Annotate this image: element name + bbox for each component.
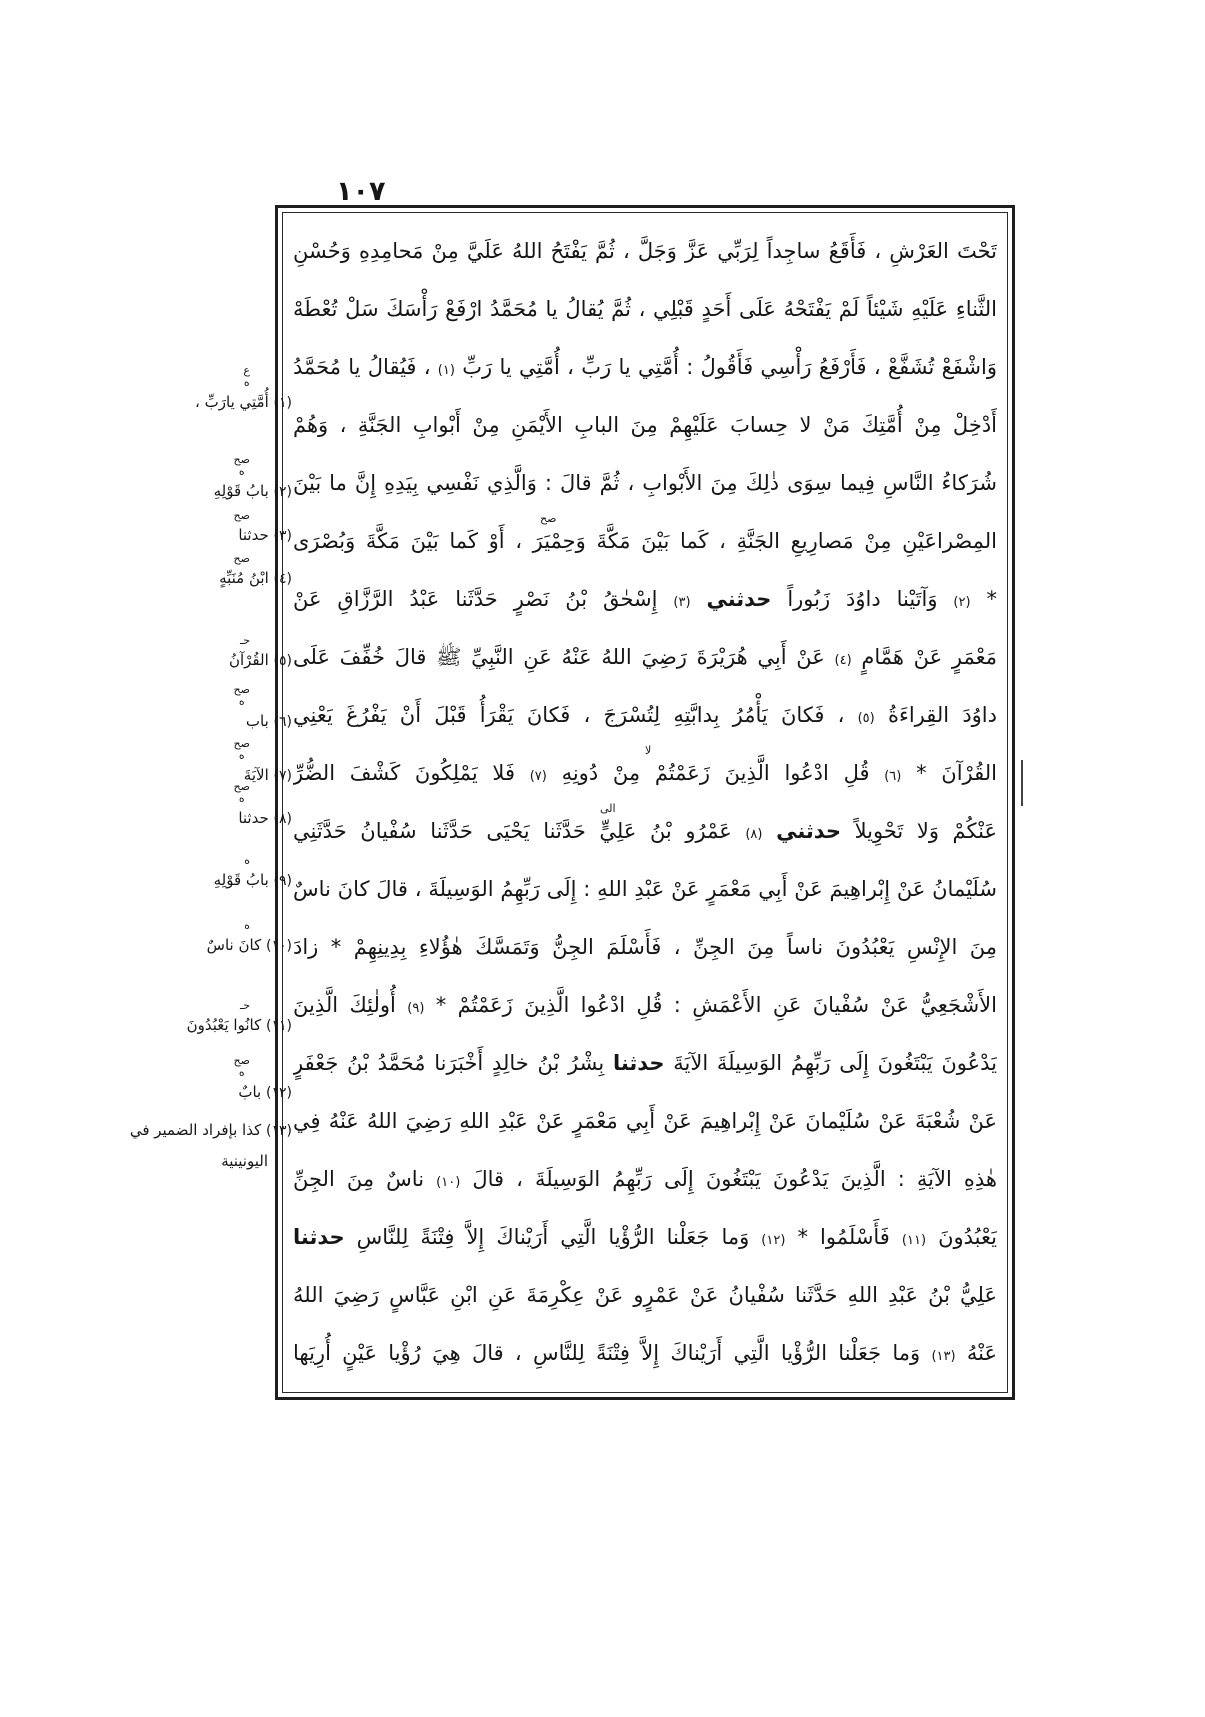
note-number: (٧) [273,768,292,784]
collation-mark-glyph: صح [233,780,250,793]
note-number: (١٠) [266,938,292,954]
footnote-ref: (٩) [407,1001,425,1016]
collation-mark-glyph: صح [233,737,250,750]
footnote-ref: (١) [437,363,455,378]
hadith-chain-opening: حدثني [776,819,842,843]
line-text: مَعْمَرٍ عَنْ هَمَّامٍ [851,645,997,669]
line-text: عَنْ أَبِي هُرَيْرَةَ رَضِيَ اللهُ عَنْهُ عَنِ النَّبِيِّ ﷺ قالَ خُفِّفَ عَلَى [293,645,835,669]
line-text: القُرْآنَ * [901,761,997,785]
collation-mark-glyph: ه [238,1066,245,1079]
margin-note [96,364,292,413]
line-text: هٰذِهِ الآيَةِ : الَّذِينَ يَدْعُونَ يَبْتَغُونَ إِلَى رَبِّهِمُ الوَسِيلَةَ ، قالَ [460,1167,997,1191]
collation-mark [243,365,250,389]
margin-note [96,1054,292,1103]
note-number: (٩) [273,873,292,889]
collation-mark-glyph: صح [233,453,250,466]
text-line [293,570,997,628]
note-number: (١١) [266,1018,292,1034]
line-text [763,819,777,843]
note-text: كانَ ناسٌ [206,936,262,954]
text-line [293,222,997,280]
text-line [293,976,997,1034]
note-text: بابُ قَوْلِهِ [213,482,269,500]
line-text: مِنَ الإِنْسِ يَعْبُدُونَ ناساً مِنَ الجِنِّ ، فَأَسْلَمَ الجِنُّ وَتَمَسَّكَ هٰؤُلاءِ بِدِينِهِمْ * زادَ [293,935,997,959]
note-text: بابُ قَوْلِهِ [213,871,269,889]
collation-mark [234,684,250,708]
text-line [293,860,997,918]
line-text: وَما جَعَلْنا الرُّؤْيا الَّتِي أَرَيْناكَ إِلاَّ فِتْنَةً لِلنَّاسِ [344,1225,762,1249]
collation-mark [234,553,250,565]
text-line [293,512,997,570]
margin-note [96,854,292,891]
note-number: (٢) [273,484,292,500]
note-text: باب [245,712,269,730]
note-number: (٥) [273,653,292,669]
footnote-ref: (٧) [529,769,547,784]
line-text: عَنْهُ [955,1341,997,1365]
line-text: قُلِ ادْعُوا الَّذِينَ زَعَمْتُمْ مِنْ دُونِهِ [546,761,885,785]
footnote-ref: (١٢) [761,1233,786,1248]
footnote-ref: (٢) [953,595,971,610]
text-line [293,396,997,454]
note-number: (١) [273,395,292,411]
line-text: يَعْبُدُونَ [926,1225,997,1249]
line-text: وَآتَيْنا داوُدَ زَبُوراً [771,587,954,611]
text-line [293,280,997,338]
text-line [293,686,997,744]
note-text-continued: اليونينية [221,1152,268,1170]
hadith-chain-opening: حدثنا [612,1051,665,1075]
line-text: ، فَكانَ يَأْمُرُ بِدابَّتِهِ لِتُسْرَجَ ، فَكانَ يَقْرَأُ قَبْلَ أَنْ يَفْرُغَ يَعْنِي [293,703,858,727]
line-text: داوُدَ القِراءَةُ [874,703,997,727]
page-number: ١٠٧ [336,176,386,207]
text-line [293,338,997,396]
note-number: (١٣) [266,1123,292,1139]
collation-mark [234,738,250,762]
note-number: (١٢) [266,1085,292,1101]
footnote-ref: (٦) [884,769,902,784]
text-line [293,802,997,860]
line-text: عَنْ شُعْبَةَ عَنْ سُلَيْمانَ عَنْ إِبْراهِيمَ عَنْ أَبِي مَعْمَرٍ عَنْ عَبْدِ اللهِ رَضِيَ اللهُ عَنْهُ فِي [293,1109,997,1133]
footnote-ref: (٥) [857,711,875,726]
line-text: عَنْكُمْ وَلا تَحْوِيلاً [841,819,997,843]
note-number: (٦) [273,714,292,730]
line-text: تَحْتَ العَرْشِ ، فَأَقَعُ ساجِداً لِرَبِّي عَزَّ وَجَلَّ ، ثُمَّ يَفْتَحُ اللهُ عَلَيَّ مِنْ مَحامِدِهِ وَحُسْنِ [293,239,997,263]
margin-note [96,552,292,589]
margin-note [96,919,292,956]
line-text: إِسْحٰقُ بْنُ نَصْرٍ حَدَّثَنا عَبْدُ الرَّزَّاقِ عَنْ [293,587,674,611]
margin-note [96,453,292,502]
note-number: (٤) [273,571,292,587]
line-text: عَلِيُّ بْنُ عَبْدِ اللهِ حَدَّثَنا سُفْيانُ عَنْ عَمْرٍو عَنْ عِكْرِمَةَ عَنِ ابْنِ عَبَّاسٍ رَضِيَ اللهُ [293,1283,997,1307]
margin-note [96,999,292,1036]
note-text: ابْنُ مُنَبِّهٍ [219,569,269,587]
margin-tick [1021,760,1023,806]
line-text: عَمْرُو بْنُ عَلِيٍّ حَدَّثَنا يَحْيَى حَدَّثَنا سُفْيانُ حَدَّثَنِي [293,819,746,843]
line-text: يَدْعُونَ يَبْتَغُونَ إِلَى رَبِّهِمُ الوَسِيلَةَ الآيَةَ [664,1051,997,1075]
collation-mark [234,454,250,478]
text-line [293,628,997,686]
collation-mark-glyph: حـ [239,634,250,647]
text-line [293,1266,997,1324]
collation-mark-glyph: ع [243,364,250,377]
line-text: بِشْرُ بْنُ خالِدٍ أَخْبَرَنا مُحَمَّدُ بْنُ جَعْفَرٍ [293,1051,613,1075]
collation-mark-glyph: ه [244,854,250,867]
line-text: أَدْخِلْ مِنْ أُمَّتِكَ مَنْ لا حِسابَ عَلَيْهِمْ مِنَ البابِ الأَيْمَنِ مِنْ أَبْوابِ الجَنَّةِ ، وَهُمْ [293,413,997,437]
collation-mark-glyph: صح [233,1054,250,1067]
margin-note [96,1120,292,1171]
interlinear-mark: الى [600,802,616,815]
line-text: شُرَكاءُ النَّاسِ فِيما سِوَى ذٰلِكَ مِنَ الأَبْوابِ ، ثُمَّ قالَ : وَالَّذِي نَفْسِي بِيَدِهِ إِنَّ ما بَيْنَ [293,471,997,495]
footnote-ref: (١٠) [436,1175,461,1190]
note-text: كذا بإفراد الضمير في [129,1121,262,1139]
interlinear-mark: صح [540,512,557,525]
footnote-ref: (١٣) [931,1349,956,1364]
collation-mark-glyph: صح [233,509,250,522]
collation-mark-glyph: حـ [239,999,250,1012]
line-text: ، فَيُقالُ يا مُحَمَّدُ [293,355,438,379]
line-text: ناسٌ مِنَ الجِنِّ [293,1167,437,1191]
line-text: الأَشْجَعِيُّ عَنْ سُفْيانَ عَنِ الأَعْمَشِ : قُلِ ادْعُوا الَّذِينَ زَعَمْتُمْ * [424,993,997,1017]
note-text: الآيَةَ [243,766,269,784]
footnote-ref: (٨) [745,827,763,842]
margin-note [96,780,292,829]
line-text: * [970,587,997,611]
collation-mark [234,510,250,522]
text-line [293,1092,997,1150]
note-number: (٣) [273,528,292,544]
note-text: حدثنا [238,526,269,544]
collation-mark [240,1000,250,1012]
margin-note [96,634,292,671]
hadith-chain-opening: حدثني [706,587,772,611]
line-text: أُولٰئِكَ الَّذِينَ [293,993,408,1017]
note-text: حدثنا [238,809,269,827]
note-text: القُرْآنُ [228,651,269,669]
footnote-ref: (١١) [901,1233,927,1248]
line-text: الثَّناءِ عَلَيْهِ شَيْئاً لَمْ يَفْتَحْهُ عَلَى أَحَدٍ قَبْلِي ، ثُمَّ يُقالُ يا مُحَمَّدُ ارْفَعْ رَأْسَكَ سَلْ تُعْطَهْ [293,297,997,321]
main-text-body [293,222,997,1384]
note-text: أُمَّتِي يارَبِّ ، [195,393,269,411]
footnote-ref: (٤) [834,653,852,668]
footnote-ref: (٣) [673,595,691,610]
margin-note [96,509,292,546]
collation-mark-glyph: صح [233,683,250,696]
line-text [691,587,707,611]
collation-mark [244,855,250,867]
text-line [293,454,997,512]
margin-notes [0,0,300,1717]
collation-mark-glyph: ه [244,919,250,932]
interlinear-mark: لا [645,744,652,757]
note-text: كانُوا يَعْبُدُونَ [186,1016,262,1034]
collation-mark [234,781,250,805]
collation-mark-glyph: ه [243,376,250,389]
collation-mark-glyph: ه [238,792,245,805]
collation-mark [244,920,250,932]
line-text: فَلا يَمْلِكُونَ كَشْفَ الضُّرِّ [293,761,530,785]
line-text: فَأَسْلَمُوا * [785,1225,902,1249]
text-line [293,1324,997,1382]
collation-mark-glyph: ه [238,695,245,708]
note-number: (٨) [273,811,292,827]
hadith-chain-opening: حدثنا [293,1225,345,1249]
margin-note [96,683,292,732]
collation-mark-glyph: ه [238,465,245,478]
collation-mark [234,1055,250,1079]
line-text: سُلَيْمانُ عَنْ إِبْراهِيمَ عَنْ أَبِي مَعْمَرٍ عَنْ عَبْدِ اللهِ : إِلَى رَبِّهِمُ الوَسِيلَةَ ، قالَ كانَ ناسٌ [293,877,997,901]
text-line [293,1150,997,1208]
line-text: وَما جَعَلْنا الرُّؤْيا الَّتِي أَرَيْناكَ إِلاَّ فِتْنَةً لِلنَّاسِ ، قالَ هِيَ رُؤْيا عَيْنٍ أُرِيَها [293,1341,932,1365]
margin-note [96,737,292,786]
text-line [293,918,997,976]
line-text: وَاشْفَعْ تُشَفَّعْ ، فَأَرْفَعُ رَأْسِي فَأَقُولُ : أُمَّتِي يا رَبِّ ، أُمَّتِي يا رَبِّ [454,355,997,379]
collation-mark-glyph: صح [233,552,250,565]
line-text: المِصْراعَيْنِ مِنْ مَصارِيعِ الجَنَّةِ ، كَما بَيْنَ مَكَّةَ وَحِمْيَرَ ، أَوْ كَما بَيْنَ مَكَّةَ وَبُصْرَى [293,529,997,553]
collation-mark-glyph: ه [238,749,245,762]
text-line [293,1208,997,1266]
text-line [293,1034,997,1092]
note-text: بابٌ [238,1083,262,1101]
collation-mark [240,635,250,647]
